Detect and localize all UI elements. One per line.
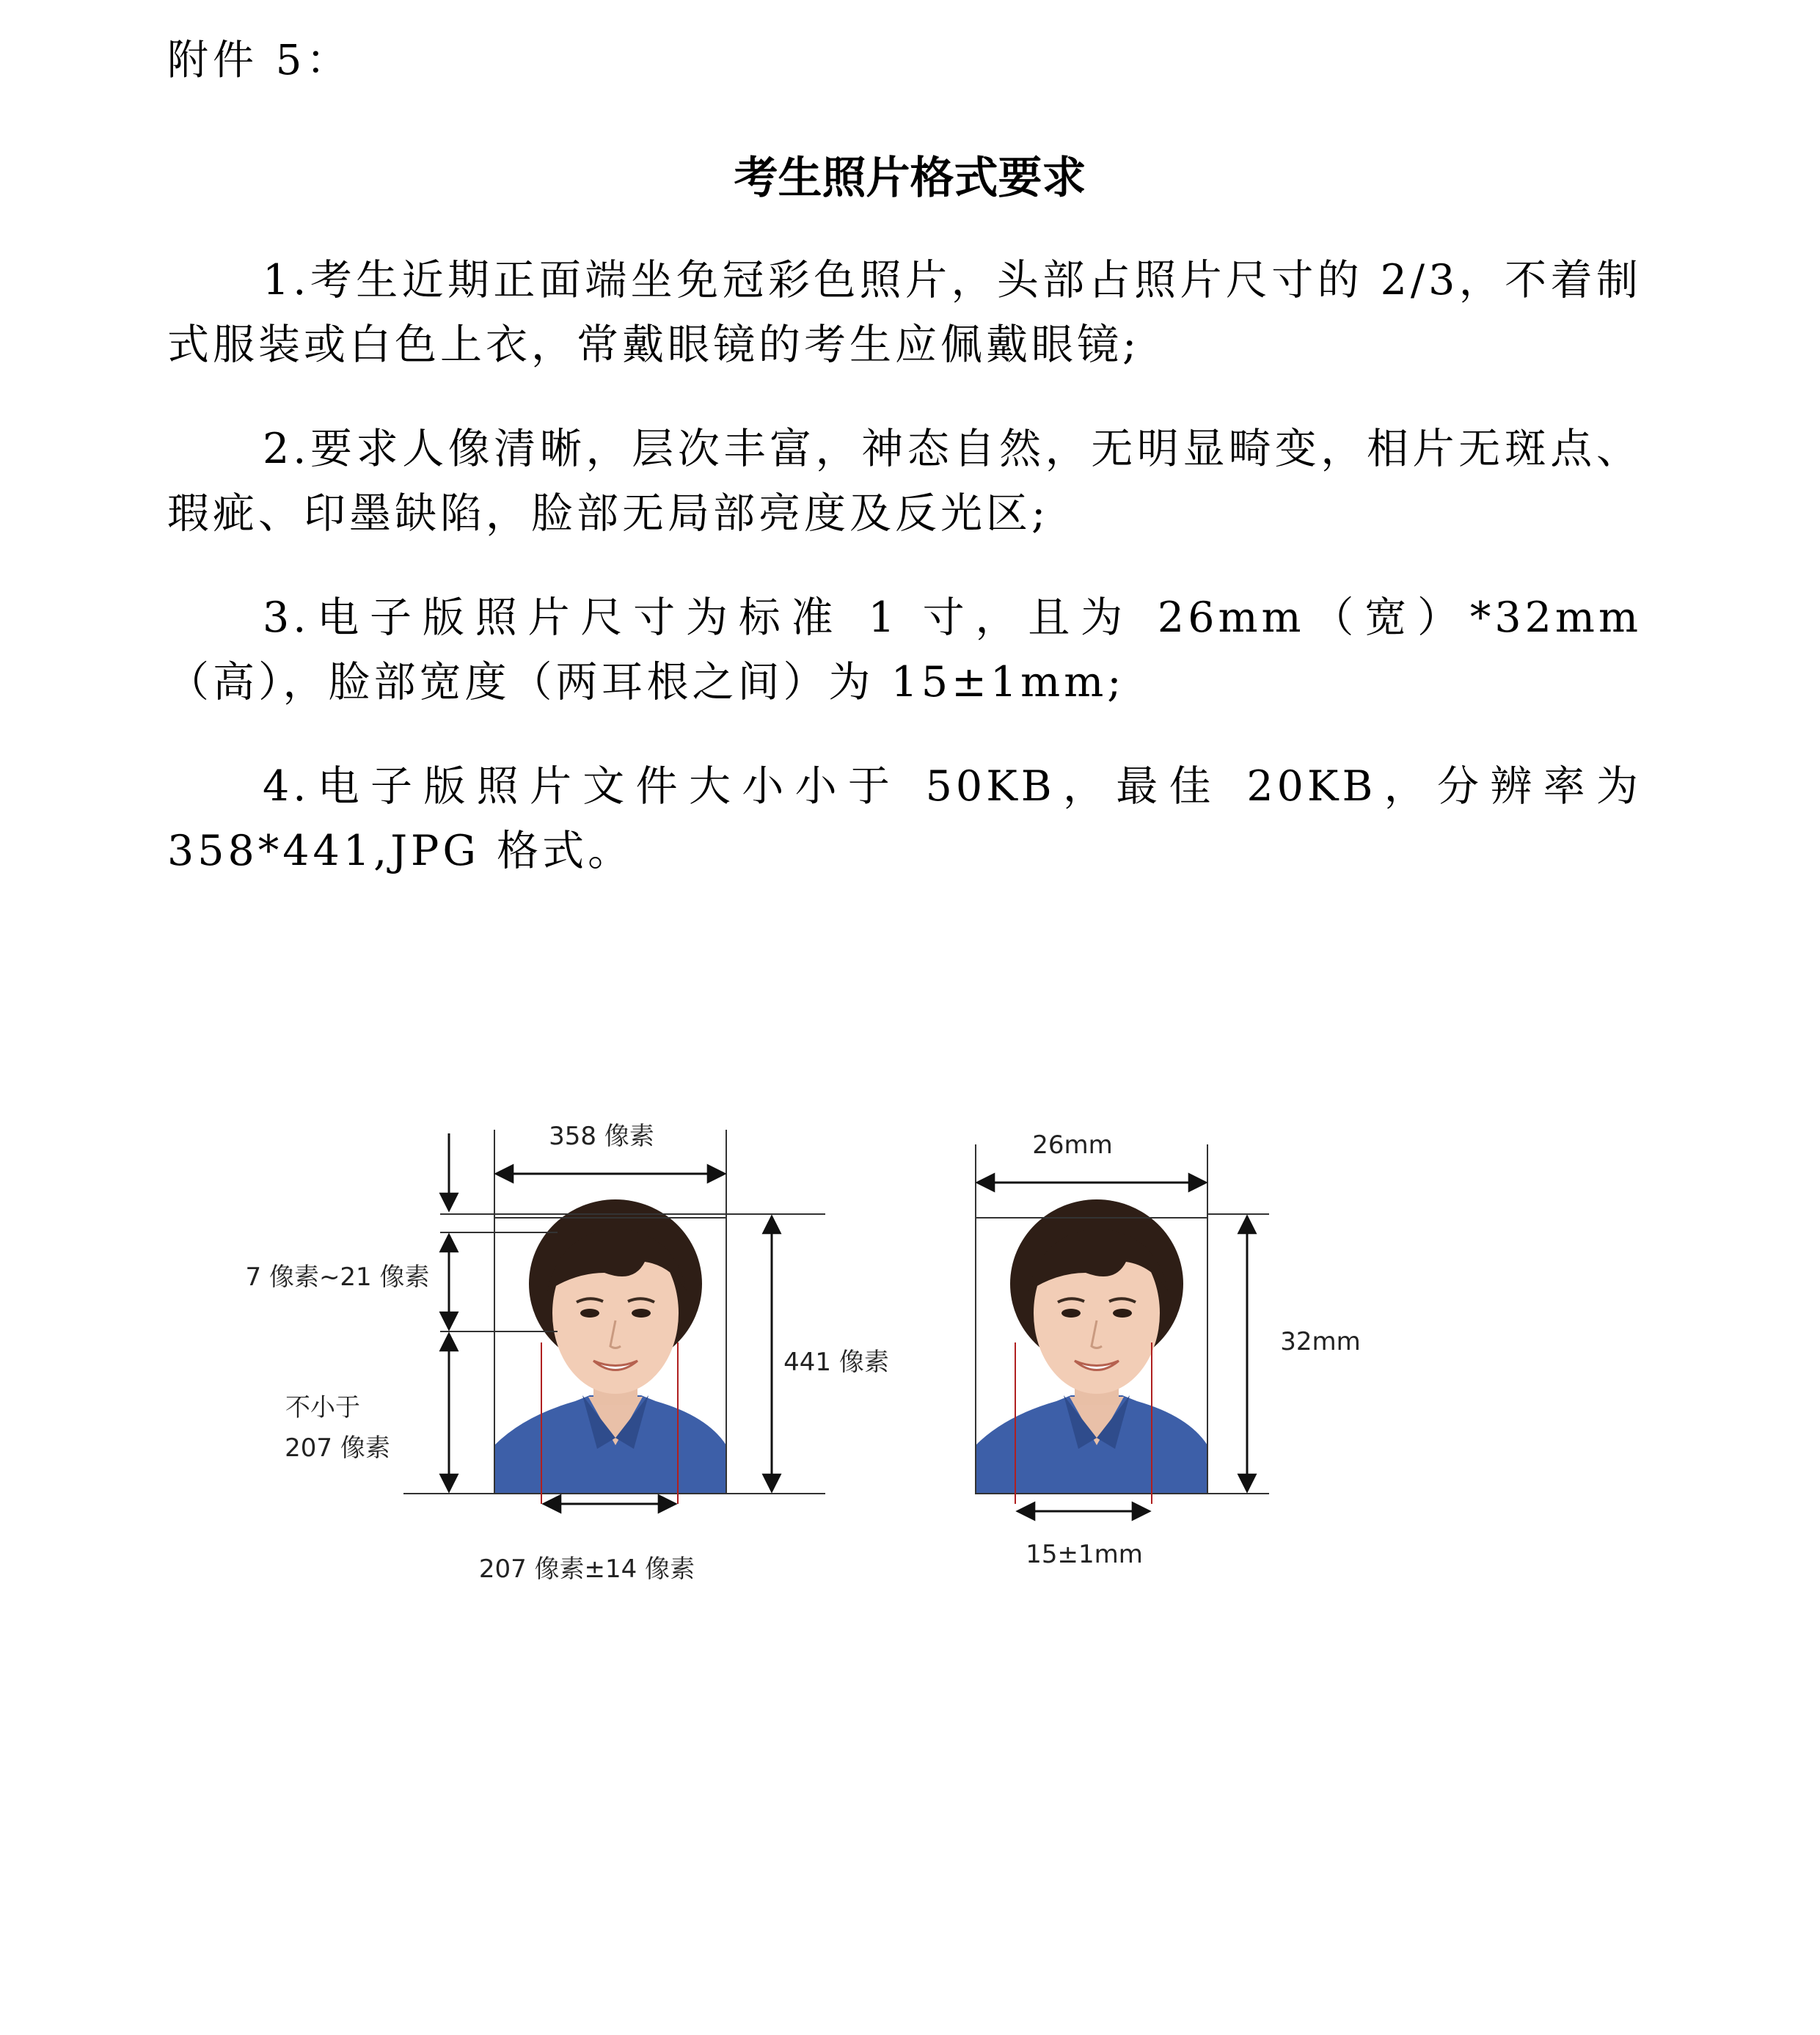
right-height-label: 32mm [1280, 1327, 1361, 1356]
sample-portrait-right [976, 1199, 1207, 1494]
requirement-3: 3.电子版照片尺寸为标准 1 寸，且为 26mm（宽）*32mm（高），脸部宽度（两耳根之间）为 15±1mm; [167, 593, 1642, 706]
left-width-label: 358 像素 [549, 1122, 654, 1151]
right-width-label: 26mm [1032, 1130, 1113, 1160]
sample-portrait-left [494, 1199, 726, 1494]
left-face-width-label: 207 像素±14 像素 [478, 1554, 695, 1584]
left-top-margin-label: 7 像素~21 像素 [245, 1263, 430, 1292]
page-title: 考生照片格式要求 [734, 153, 1086, 204]
left-min-height-label-2: 207 像素 [285, 1433, 390, 1463]
requirement-4: 4.电子版照片文件大小小于 50KB，最佳 20KB，分辨率为 358*441,JPG 格式。 [167, 762, 1642, 875]
right-face-width-label: 15±1mm [1026, 1540, 1143, 1569]
left-min-height-label-1: 不小于 [285, 1393, 360, 1422]
requirement-2: 2.要求人像清晰，层次丰富，神态自然，无明显畸变，相片无斑点、瑕疵、印墨缺陷，脸部无局部亮度及反光区; [167, 425, 1642, 538]
left-height-label: 441 像素 [783, 1348, 889, 1377]
requirement-1: 1.考生近期正面端坐免冠彩色照片，头部占照片尺寸的 2/3，不着制式服装或白色上衣，常戴眼镜的考生应佩戴眼镜; [167, 256, 1642, 369]
attachment-label: 附件 5： [167, 37, 352, 84]
right-photo-spec [976, 1130, 1361, 1569]
left-photo-spec [246, 1122, 889, 1584]
